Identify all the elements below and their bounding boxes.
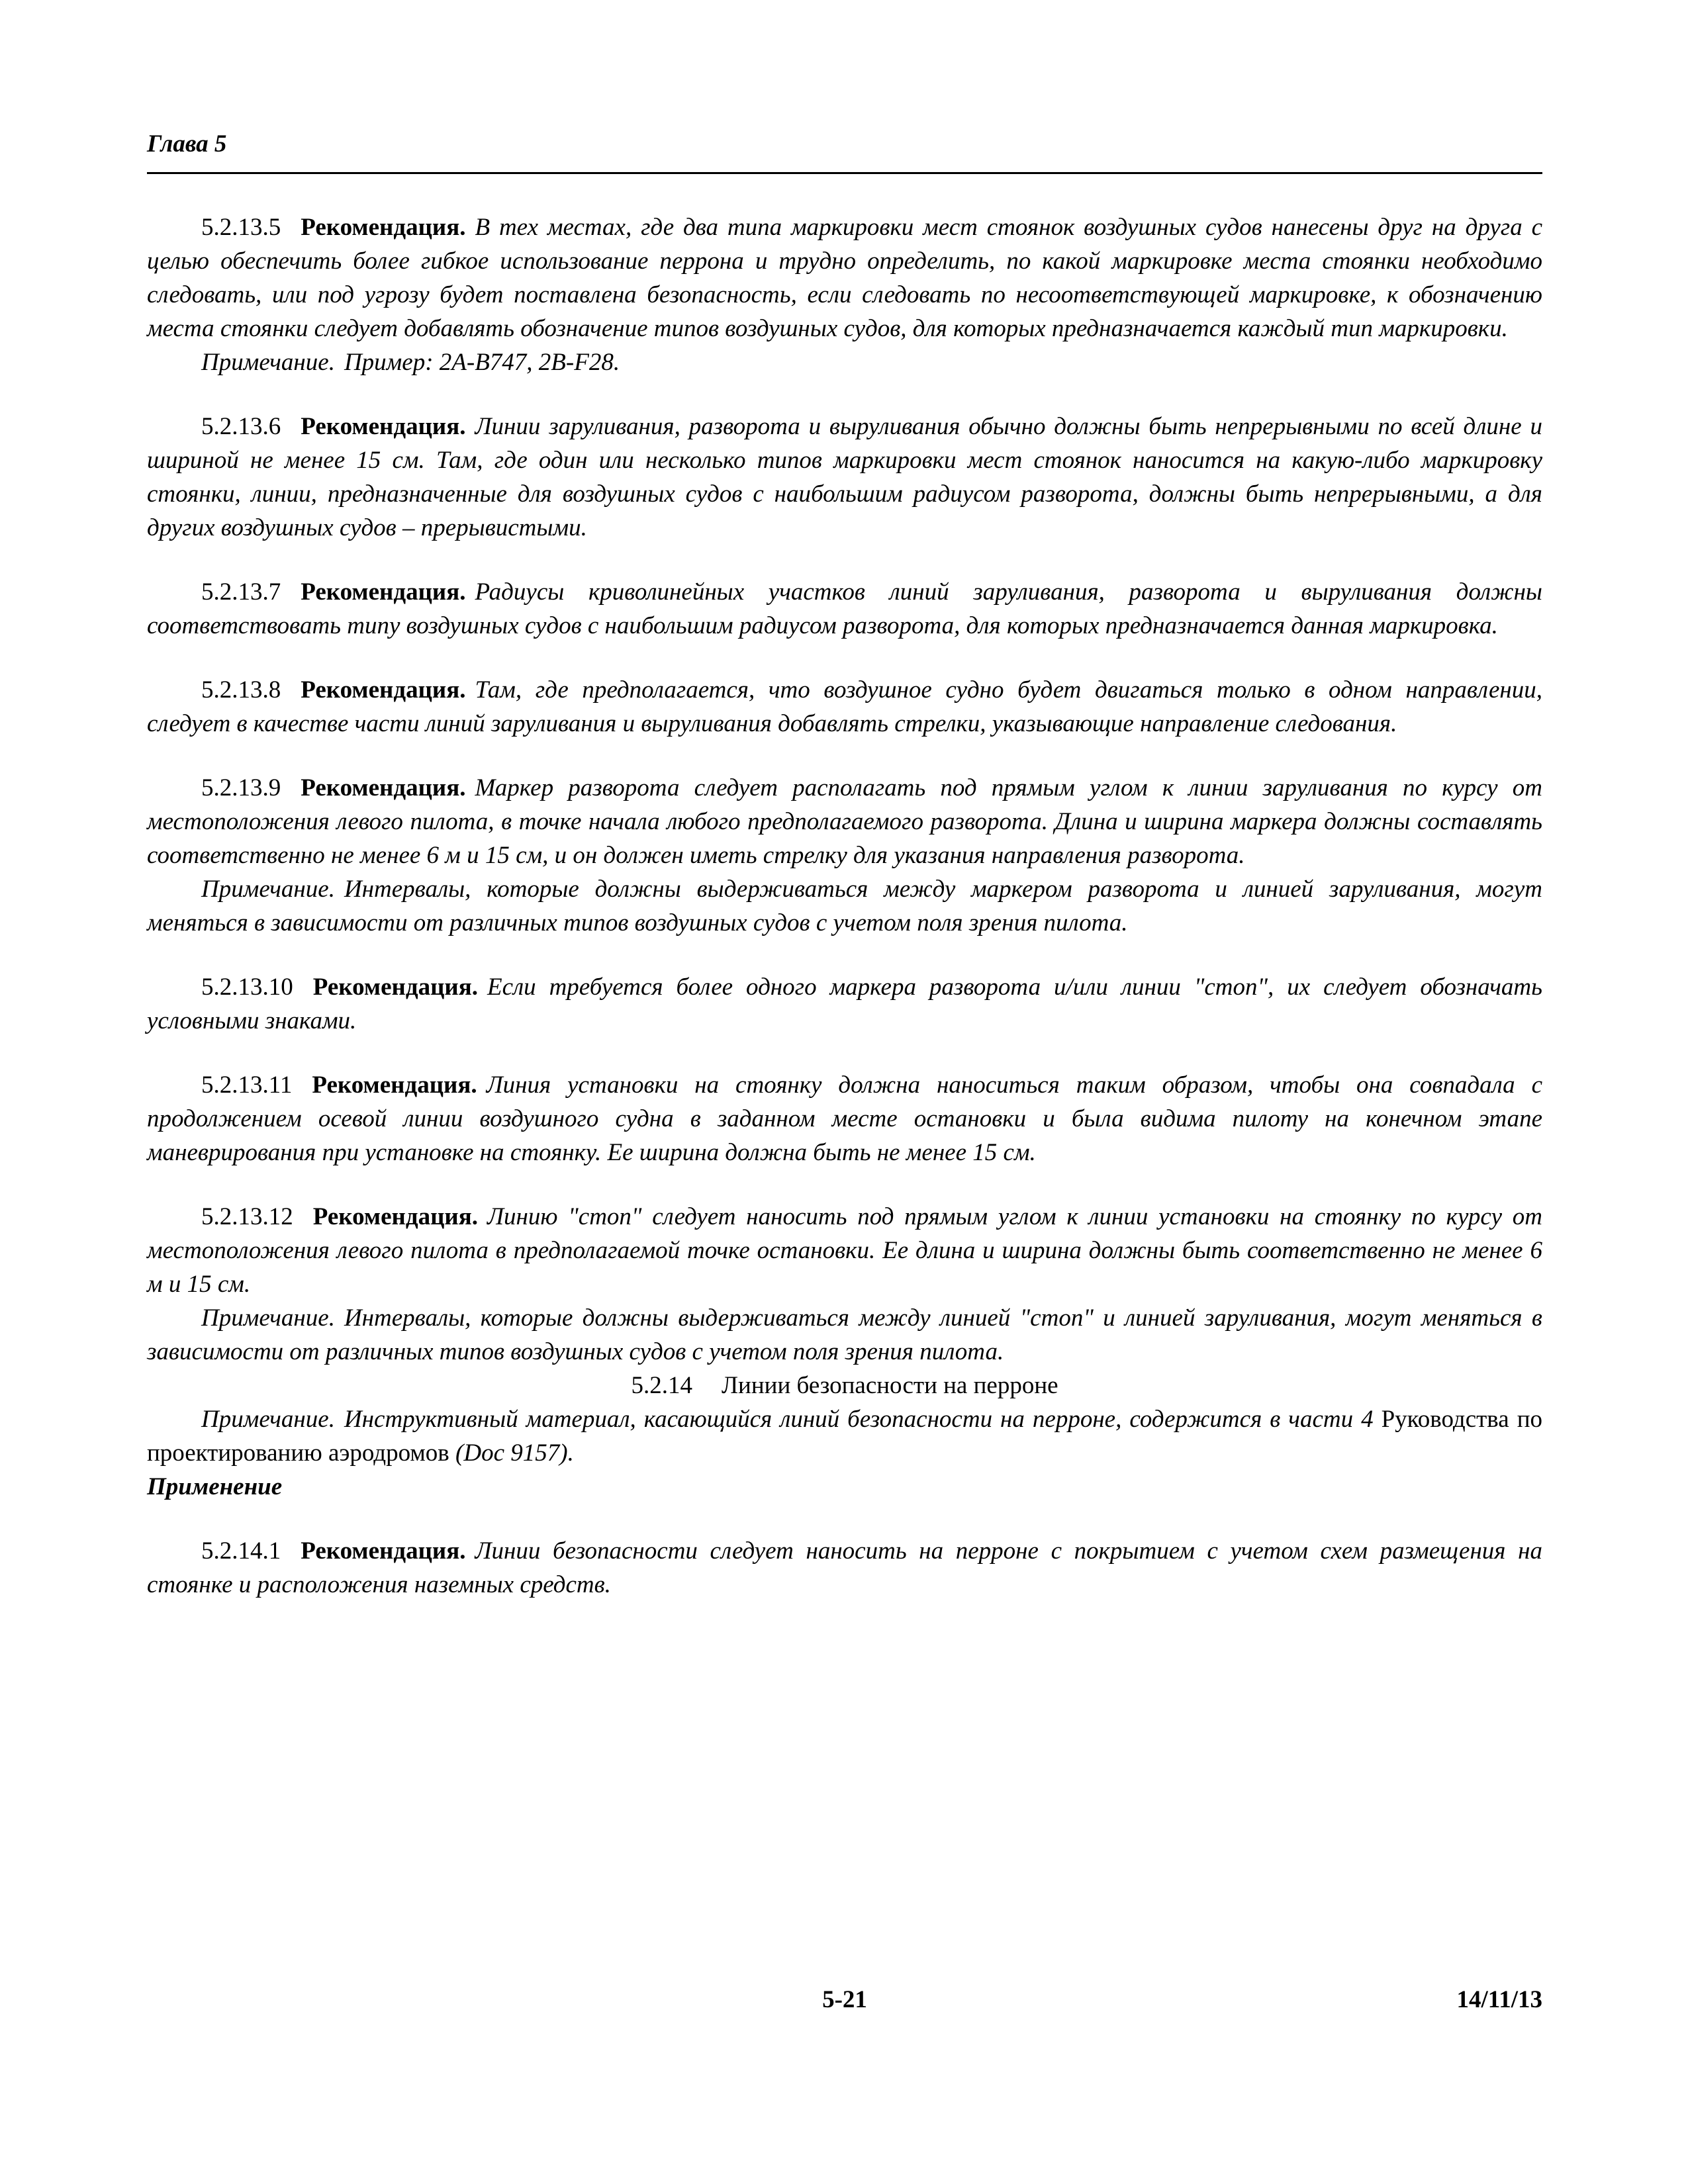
note-stop-line <box>147 1301 1542 1369</box>
paragraph-5-2-13-11 <box>147 1068 1542 1169</box>
page-content <box>147 210 1542 1602</box>
paragraph-text: Радиусы криволинейных участков линий заруливания, разворота и выруливания должны соответствовать типу воздушных судов с наибольшим радиусом разворота, для которых предназначается данная маркировка. <box>147 578 1542 639</box>
page-number: 5-21 <box>822 1986 867 2013</box>
paragraph-text: Маркер разворота следует располагать под прямым углом к линии заруливания по курсу от местоположения левого пилота, в точке начала любого предполагаемого разворота. Длина и ширина маркера должны составлять соответственно не менее 6 м и 15 см, и он должен иметь стрелку для указания направления разворота. <box>147 774 1542 869</box>
paragraph-text: Линию "стоп" следует наносить под прямым углом к линии установки на стоянку по курсу от местоположения левого пилота в предполагаемой точке остановки. Ее длина и ширина должны быть соответственно не менее 6 м и 15 см. <box>147 1203 1542 1298</box>
paragraph-number: 5.2.13.12 <box>201 1203 293 1230</box>
note-text: Инструктивный материал, касающийся линий безопасности на перроне, содержится в части 4 <box>344 1406 1374 1433</box>
paragraph-5-2-13-5 <box>147 210 1542 345</box>
recommendation-label: Рекомендация. <box>301 578 466 606</box>
recommendation-label: Рекомендация. <box>301 676 466 704</box>
paragraph-text: Линия установки на стоянку должна наноситься таким образом, чтобы она совпадала с продолжением осевой линии воздушного судна в заданном месте остановки и была видима пилоту на конечном этапе маневрирования при установке на стоянку. Ее ширина должна быть не менее 15 см. <box>147 1071 1542 1166</box>
note-example <box>147 345 1542 379</box>
note-text: Интервалы, которые должны выдерживаться между линией "стоп" и линией заруливания, могут меняться в зависимости от различных типов воздушных судов с учетом поля зрения пилота. <box>147 1304 1542 1365</box>
page-footer <box>147 1985 1542 2015</box>
paragraph-number: 5.2.13.7 <box>201 578 281 606</box>
paragraph-5-2-13-9 <box>147 771 1542 872</box>
paragraph-5-2-13-6 <box>147 410 1542 545</box>
note-label: Примечание. <box>201 876 335 903</box>
paragraph-number: 5.2.13.8 <box>201 676 281 704</box>
section-title: Линии безопасности на перроне <box>721 1372 1058 1399</box>
paragraph-text: Там, где предполагается, что воздушное судно будет двигаться только в одном направлении, следует в качестве части линий заруливания и выруливания добавлять стрелки, указывающие направление следования. <box>147 676 1542 737</box>
paragraph-5-2-13-10 <box>147 970 1542 1038</box>
note-label: Примечание. <box>201 1304 335 1332</box>
paragraph-number: 5.2.13.5 <box>201 214 281 241</box>
paragraph-5-2-13-12 <box>147 1200 1542 1301</box>
note-turn-marker <box>147 872 1542 940</box>
recommendation-label: Рекомендация. <box>312 1203 478 1230</box>
recommendation-label: Рекомендация. <box>312 1071 477 1099</box>
document-reference: (Doc 9157). <box>455 1439 574 1467</box>
paragraph-number: 5.2.13.6 <box>201 413 281 440</box>
revision-date: 14/11/13 <box>1456 1986 1542 2013</box>
note-label: Примечание. <box>201 349 335 376</box>
paragraph-text: Линии безопасности следует наносить на перроне с покрытием с учетом схем размещения на стоянке и расположения наземных средств. <box>147 1537 1542 1598</box>
note-text: Пример: 2A-B747, 2B-F28. <box>344 349 620 376</box>
paragraph-5-2-13-7 <box>147 575 1542 643</box>
chapter-title: Глава 5 <box>147 130 227 158</box>
paragraph-number: 5.2.13.9 <box>201 774 281 801</box>
section-number: 5.2.14 <box>631 1372 692 1399</box>
paragraph-5-2-13-8 <box>147 673 1542 741</box>
chapter-header <box>147 131 1542 174</box>
recommendation-label: Рекомендация. <box>301 214 466 241</box>
document-title: Руководства по проектированию аэродромов <box>147 1406 1542 1467</box>
note-label: Примечание. <box>201 1406 335 1433</box>
paragraph-number: 5.2.13.11 <box>201 1071 293 1099</box>
note-section-guidance <box>147 1402 1542 1470</box>
paragraph-text: Линии заруливания, разворота и выруливания обычно должны быть непрерывными по всей длине и шириной не менее 15 см. Там, где один или несколько типов маркировки мест стоянок наносится на какую-либо маркировку стоянки, линии, предназначенные для воздушных судов с наибольшим радиусом разворота, должны быть непрерывными, а для других воздушных судов – прерывистыми. <box>147 413 1542 541</box>
recommendation-label: Рекомендация. <box>312 974 478 1001</box>
paragraph-text: Если требуется более одного маркера разворота и/или линии "стоп", их следует обозначать условными знаками. <box>147 974 1542 1034</box>
section-heading-5-2-14 <box>147 1369 1542 1402</box>
paragraph-text: В тех местах, где два типа маркировки мест стоянок воздушных судов нанесены друг на друга с целью обеспечить более гибкое использование перрона и трудно определить, по какой маркировке места стоянки необходимо следовать, или под угрозу будет поставлена безопасность, если следовать по несоответствующей маркировке, к обозначению места стоянки следует добавлять обозначение типов воздушных судов, для которых предназначается каждый тип маркировки. <box>147 214 1542 342</box>
recommendation-label: Рекомендация. <box>301 1537 466 1565</box>
recommendation-label: Рекомендация. <box>301 774 466 801</box>
paragraph-number: 5.2.14.1 <box>201 1537 281 1565</box>
paragraph-5-2-14-1 <box>147 1534 1542 1602</box>
paragraph-number: 5.2.13.10 <box>201 974 293 1001</box>
recommendation-label: Рекомендация. <box>301 413 466 440</box>
note-text: Интервалы, которые должны выдерживаться между маркером разворота и линией заруливания, могут меняться в зависимости от различных типов воздушных судов с учетом поля зрения пилота. <box>147 876 1542 936</box>
subheading-application: Применение <box>147 1473 283 1500</box>
